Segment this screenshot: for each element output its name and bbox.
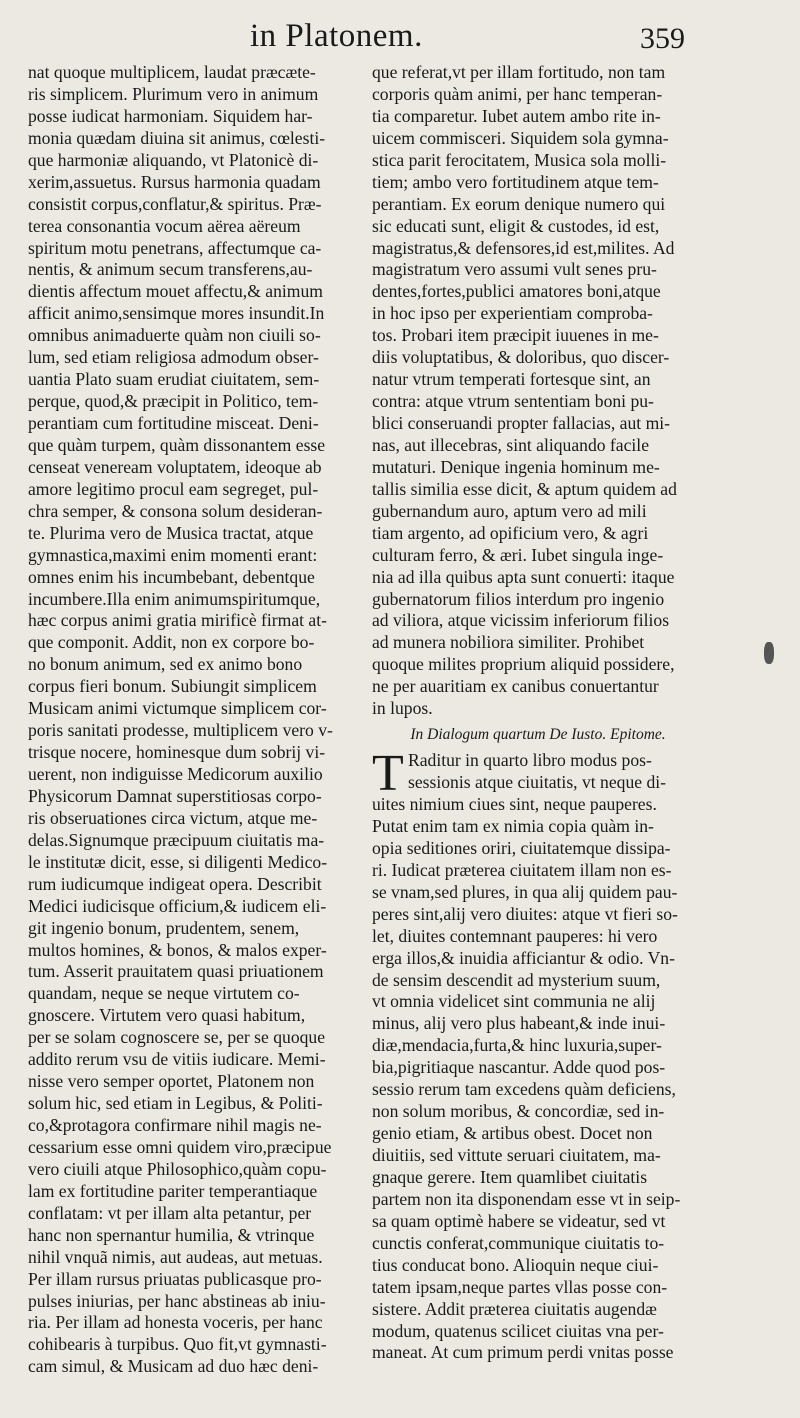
text-line: multos homines, & bonos, & malos exper- (28, 939, 327, 960)
text-line: culturam ferro, & æri. Iubet singula inge- (372, 544, 664, 565)
text-line: corporis quàm animi, per hanc temperan- (372, 83, 663, 104)
text-line: ris simplicem. Plurimum vero in animum (28, 83, 319, 104)
text-line: monia quædam diuina sit animus, cœlesti- (28, 127, 326, 148)
text-line: bia,pigritiaque nascantur. Adde quod pos- (372, 1057, 666, 1078)
text-line: ad munera nobiliora similiter. Prohibet (372, 632, 645, 653)
text-line: te. Plurima vero de Musica tractat, atque (28, 522, 314, 543)
text-line: contra: atque vtrum sententiam boni pu- (372, 391, 654, 412)
text-line: sa quam optimè habere se videatur, sed vt (372, 1210, 666, 1231)
text-line: trisque nocere, hominesque dum sobrij vi- (28, 742, 326, 763)
text-line: ria. Per illam ad honesta voceris, per hanc (28, 1312, 323, 1333)
page-number: 359 (640, 22, 685, 55)
text-line: magistratus,& defensores,id est,milites. Ad (372, 237, 675, 258)
text-line: lam ex fortitudine pariter temperantiaque (28, 1180, 318, 1201)
text-line: uerent, non indiguisse Medicorum auxilio (28, 764, 323, 784)
text-line: cessarium esse omni quidem viro,præcipue (28, 1136, 332, 1157)
text-line: diuitiis, sed vittute seruari ciuitatem, ma- (372, 1145, 661, 1165)
ink-blot (764, 642, 774, 664)
text-line: uites nimium ciues sint, neque pauperes. (372, 794, 657, 814)
text-line: vt omnia videlicet sint communia ne alij (372, 991, 656, 1012)
text-line: tiam argento, ad opificium vero, & agri (372, 522, 649, 543)
text-line: se vnam,sed plures, in qua alij quidem pau- (372, 881, 678, 902)
text-line: Physicorum Damnat superstitiosas corpo- (28, 785, 322, 806)
text-line: diæ,mendacia,furta,& hinc luxuria,super- (372, 1035, 662, 1056)
text-line: tos. Probari item præcipit iuuenes in me- (372, 325, 659, 346)
text-line: perque, quod,& præcipit in Politico, tem- (28, 391, 319, 412)
text-line: tum. Asserit prauitatem quasi priuationem (28, 961, 324, 982)
text-line: sessionis atque ciuitatis, vt neque di- (408, 772, 666, 793)
text-line: mutaturi. Denique ingenia hominum me- (372, 456, 660, 477)
text-line: tatem ipsam,neque partes vllas posse con- (372, 1276, 668, 1297)
text-line: minus, alij vero plus habeant,& inde inui- (372, 1013, 666, 1034)
text-line: perantiam cum fortitudine misceat. Deni- (28, 413, 319, 433)
text-line: no bonum animum, sed ex animo bono (28, 654, 303, 675)
text-line: nihil vnquã nimis, aut audeas, aut metuas. (28, 1246, 323, 1267)
text-line: ne per auaritiam ex canibus conuertantur (372, 676, 659, 697)
text-line: cam simul, & Musicam ad duo hæc deni- (28, 1356, 319, 1377)
text-line: per se solam cognoscere se, per se quoque (28, 1027, 326, 1048)
text-line: blici conseruandi propter fallacias, aut mi- (372, 413, 671, 433)
text-line: erga illos,& inuidia afficiantur & odio. Vn- (372, 947, 675, 968)
text-line: dentes,fortes,publici amatores boni,atque (372, 281, 661, 302)
text-line: spiritum motu penetrans, affectumque ca- (28, 237, 322, 258)
text-line: xerim,assuetus. Rursus harmonia quadam (28, 171, 321, 192)
right-column-top-text (372, 62, 694, 720)
text-line: hanc non spernantur humilia, & vtrinque (28, 1224, 315, 1245)
section-heading: In Dialogum quartum De Iusto. Epitome. (410, 726, 666, 744)
text-line: maneat. At cum primum perdi vnitas posse (372, 1342, 674, 1363)
text-line: que harmoniæ aliquando, vt Platonicè di- (28, 149, 319, 170)
text-line: let, diuites contemnant pauperes: hi vero (372, 925, 658, 946)
text-line: le institutæ dicit, esse, si diligenti Medico- (28, 851, 328, 872)
text-line: omnes enim his incumbebant, debentque (28, 566, 315, 587)
text-line: vero ciuili atque Philosophico,quàm copu- (28, 1158, 327, 1179)
text-line: gnoscere. Virtutem vero quasi habitum, (28, 1005, 306, 1026)
text-line: hæc corpus animi gratia mirificè firmat at- (28, 610, 327, 631)
text-line: conflatam: vt per illam alta petantur, per (28, 1202, 312, 1223)
text-line: dientis affectum mouet affectu,& animum (28, 281, 323, 302)
text-line: in hoc ipso per experientiam comproba- (372, 303, 653, 324)
text-line: quandam, neque se neque virtutem co- (28, 983, 300, 1004)
text-line: tallis similia esse dicit, & aptum quidem ad (372, 478, 677, 499)
text-line: nentis, & animum secum transferens,au- (28, 259, 313, 280)
text-line: afficit animo,sensimque mores insundit.In (28, 303, 325, 324)
running-title: in Platonem. (250, 18, 423, 54)
running-head (0, 18, 800, 58)
text-line: delas.Signumque præcipuum ciuitatis ma- (28, 829, 325, 850)
text-line: natur vtrum temperati fortesque sint, an (372, 369, 651, 390)
text-line: Medici iudicisque officium,& iudicem eli- (28, 895, 327, 916)
text-line: uicem commisceri. Siquidem sola gymna- (372, 127, 669, 148)
text-line: modum, quatenus scilicet ciuitas vna per- (372, 1320, 664, 1341)
text-line: pulses iniurias, per hanc abstineas ab iniu- (28, 1290, 326, 1311)
text-line: que quàm turpem, quàm dissonantem esse (28, 434, 326, 455)
text-line: Putat enim tam ex nimia copia quàm in- (372, 815, 654, 836)
text-line: que componit. Addit, non ex corpore bo- (28, 632, 315, 653)
text-line: ri. Iudicat præterea ciuitatem illam non es- (372, 859, 672, 880)
text-line: terea consonantia vocum aërea aëreum (28, 215, 301, 236)
text-line: ad viliora, atque vicissim inferiorum filios (372, 610, 670, 631)
text-line: Musicam animi victumque simplicem cor- (28, 698, 327, 719)
text-line: sessio rerum tam excedens quàm deficiens, (372, 1079, 676, 1100)
text-line: addito rerum vsu de vitiis iudicare. Memi- (28, 1049, 326, 1070)
text-line: gnaque gerere. Item quamlibet ciuitatis (372, 1166, 648, 1187)
text-line: non solum moribus, & concordiæ, sed in- (372, 1101, 665, 1122)
text-line: tia comparetur. Iubet autem ambo rite in- (372, 105, 661, 126)
text-line: nisse vero semper oportet, Platonem non (28, 1071, 315, 1092)
text-line: partem non ita disponendam esse vt in seip- (372, 1188, 681, 1209)
text-line: Per illam rursus priuatas publicasque pro- (28, 1268, 322, 1289)
right-text-column (372, 62, 694, 1364)
text-line: poris sanitati prodesse, multiplicem vero v- (28, 720, 333, 741)
text-line: de sensim descendit ad mysterium suum, (372, 969, 661, 990)
text-line: censeat veneream voluptatem, ideoque ab (28, 456, 322, 477)
text-line: nas, aut illecebras, sint aliquando facile (372, 434, 649, 455)
text-line: gubernandum auro, aptum vero ad mili (372, 500, 647, 521)
left-text-column (28, 62, 364, 1378)
text-line: cunctis conferat,communique ciuitatis to- (372, 1232, 665, 1253)
text-line: ris obseruationes circa victum, atque me- (28, 807, 318, 828)
text-line: quoque milites proprium aliquid possidere, (372, 654, 675, 675)
text-line: corpus fieri bonum. Subiungit simplicem (28, 676, 317, 697)
text-line: sic educati sunt, eligit & custodes, id est, (372, 215, 660, 236)
text-line: peres sint,alij vero diuites: atque vt fieri so- (372, 903, 678, 924)
text-line: posse iudicat harmoniam. Siquidem har- (28, 105, 313, 126)
text-line: git ingenio bonum, prudentem, senem, (28, 917, 300, 938)
text-line: uantia Plato suam erudiat ciuitatem, sem- (28, 369, 320, 390)
text-line: sistere. Addit præterea ciuitatis augendæ (372, 1298, 657, 1319)
text-line: stica parit ferocitatem, Musica sola molli- (372, 149, 667, 170)
text-line: omnibus animaduerte quàm non ciuili so- (28, 325, 321, 346)
text-line: gymnastica,maximi enim momenti erant: (28, 544, 318, 565)
text-line: chra semper, & consona solum desideran- (28, 500, 323, 521)
text-line: tius conducat bono. Alioquin neque ciui- (372, 1254, 659, 1275)
text-line: perantiam. Ex eorum denique numero qui (372, 193, 666, 214)
text-line: co,&protagora confirmare nihil magis ne- (28, 1115, 322, 1135)
text-line: incumbere.Illa enim animumspiritumque, (28, 588, 321, 609)
text-line: in lupos. (372, 698, 433, 719)
text-line: lum, sed etiam religiosa admodum obser- (28, 347, 319, 368)
text-line: que referat,vt per illam fortitudo, non tam (372, 62, 666, 82)
text-line: nia ad illa quibus apta sunt conuerti: itaque (372, 566, 675, 587)
right-column-bottom-text (372, 745, 694, 1364)
text-line: diis voluptatibus, & doloribus, quo discer- (372, 347, 670, 368)
text-line: Raditur in quarto libro modus pos- (408, 750, 652, 771)
text-line: solum hic, sed etiam in Legibus, & Politi- (28, 1093, 323, 1114)
drop-cap-initial: T (372, 745, 404, 803)
text-line: rum iudicumque indigeat opera. Describit (28, 873, 322, 894)
text-line: magistratum vero assumi vult senes pru- (372, 259, 657, 280)
text-line: gubernatorum filios interdum pro ingenio (372, 588, 665, 609)
text-line: amore legitimo procul eam segreget, pul- (28, 478, 319, 499)
text-line: opia seditiones oriri, ciuitatemque dissipa- (372, 837, 671, 858)
text-line: genio etiam, & artibus obest. Docet non (372, 1123, 653, 1144)
text-line: tiem; ambo vero fortitudinem atque tem- (372, 171, 659, 192)
text-line: nat quoque multiplicem, laudat præcæte- (28, 62, 316, 82)
text-line: cohibearis à turpibus. Quo fit,vt gymnasti- (28, 1334, 327, 1355)
text-line: consistit corpus,conflatur,& spiritus. Præ- (28, 193, 322, 214)
